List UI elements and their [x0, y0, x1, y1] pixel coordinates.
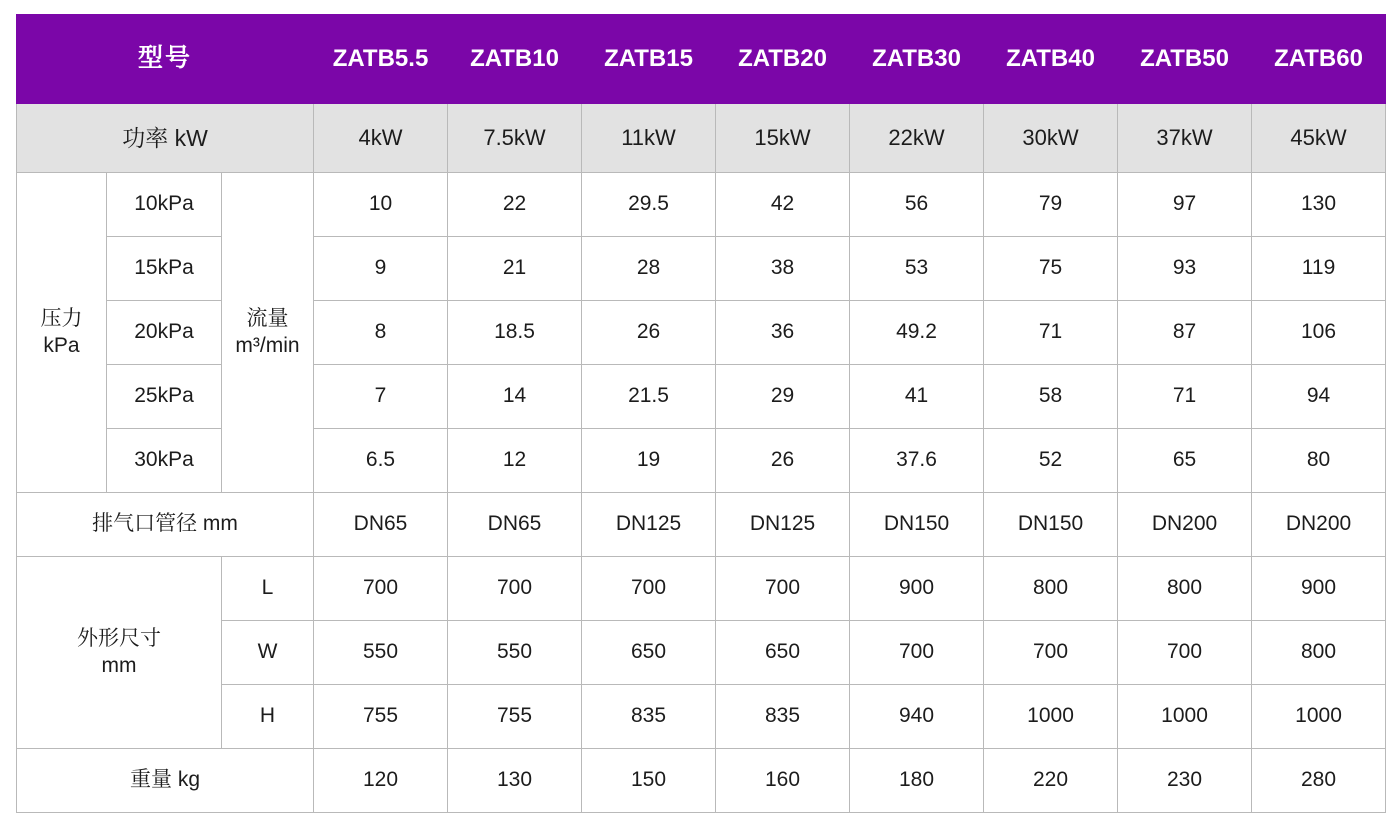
dimension-row-label-2: H: [222, 685, 314, 749]
specification-table: [16, 14, 1386, 813]
pressure-0-value-5: 79: [984, 173, 1118, 237]
pressure-label-line2: kPa: [43, 333, 80, 357]
power-row: [17, 104, 1386, 173]
dimension-0-value-6: 800: [1118, 557, 1252, 621]
dimension-2-value-6: 1000: [1118, 685, 1252, 749]
pressure-3-value-1: 14: [448, 365, 582, 429]
dimension-0-value-7: 900: [1252, 557, 1386, 621]
dimensions-label-line1: 外形尺寸: [77, 627, 161, 651]
dimension-row-label-1: W: [222, 621, 314, 685]
pressure-2-value-1: 18.5: [448, 301, 582, 365]
weight-value-5: 220: [984, 749, 1118, 813]
outlet-value-6: DN200: [1118, 493, 1252, 557]
outlet-value-5: DN150: [984, 493, 1118, 557]
dimension-0-value-2: 700: [582, 557, 716, 621]
pressure-0-value-4: 56: [850, 173, 984, 237]
pressure-4-value-7: 80: [1252, 429, 1386, 493]
flow-label-line2: m³/min: [235, 333, 300, 357]
dimensions-group-label: [17, 557, 222, 749]
pressure-4-value-2: 19: [582, 429, 716, 493]
dimension-2-value-5: 1000: [984, 685, 1118, 749]
outlet-label: 排气口管径 mm: [17, 493, 314, 557]
pressure-2-value-2: 26: [582, 301, 716, 365]
header-model-1: ZATB10: [448, 15, 582, 104]
pressure-row-label-3: 25kPa: [107, 365, 222, 429]
dimension-row-l: [17, 557, 1386, 621]
dimension-2-value-7: 1000: [1252, 685, 1386, 749]
outlet-value-7: DN200: [1252, 493, 1386, 557]
header-model-3: ZATB20: [716, 15, 850, 104]
pressure-4-value-4: 37.6: [850, 429, 984, 493]
dimension-0-value-0: 700: [314, 557, 448, 621]
dimension-2-value-3: 835: [716, 685, 850, 749]
power-value-4: 22kW: [850, 104, 984, 173]
weight-row: [17, 749, 1386, 813]
pressure-row-label-1: 15kPa: [107, 237, 222, 301]
dimension-row-label-0: L: [222, 557, 314, 621]
dimension-2-value-1: 755: [448, 685, 582, 749]
outlet-value-4: DN150: [850, 493, 984, 557]
pressure-3-value-4: 41: [850, 365, 984, 429]
pressure-row-label-0: 10kPa: [107, 173, 222, 237]
dimension-1-value-1: 550: [448, 621, 582, 685]
outlet-value-3: DN125: [716, 493, 850, 557]
weight-value-4: 180: [850, 749, 984, 813]
dimension-1-value-6: 700: [1118, 621, 1252, 685]
pressure-2-value-4: 49.2: [850, 301, 984, 365]
dimension-0-value-5: 800: [984, 557, 1118, 621]
dimension-1-value-0: 550: [314, 621, 448, 685]
pressure-4-value-3: 26: [716, 429, 850, 493]
pressure-3-value-3: 29: [716, 365, 850, 429]
dimension-row-w: [17, 621, 1386, 685]
power-value-6: 37kW: [1118, 104, 1252, 173]
pressure-1-value-2: 28: [582, 237, 716, 301]
pressure-0-value-3: 42: [716, 173, 850, 237]
dimension-1-value-2: 650: [582, 621, 716, 685]
power-value-0: 4kW: [314, 104, 448, 173]
pressure-3-value-0: 7: [314, 365, 448, 429]
dimensions-label-line2: mm: [101, 653, 137, 677]
dimension-1-value-4: 700: [850, 621, 984, 685]
pressure-1-value-0: 9: [314, 237, 448, 301]
outlet-value-2: DN125: [582, 493, 716, 557]
pressure-1-value-3: 38: [716, 237, 850, 301]
header-model-5: ZATB40: [984, 15, 1118, 104]
flow-group-label: [222, 173, 314, 493]
pressure-0-value-1: 22: [448, 173, 582, 237]
pressure-2-value-0: 8: [314, 301, 448, 365]
header-model-4: ZATB30: [850, 15, 984, 104]
pressure-3-value-2: 21.5: [582, 365, 716, 429]
power-label: 功率 kW: [17, 104, 314, 173]
dimension-1-value-5: 700: [984, 621, 1118, 685]
pressure-row-label-2: 20kPa: [107, 301, 222, 365]
dimension-0-value-1: 700: [448, 557, 582, 621]
pressure-4-value-5: 52: [984, 429, 1118, 493]
header-model-2: ZATB15: [582, 15, 716, 104]
outlet-value-0: DN65: [314, 493, 448, 557]
weight-value-0: 120: [314, 749, 448, 813]
dimension-1-value-7: 800: [1252, 621, 1386, 685]
outlet-value-1: DN65: [448, 493, 582, 557]
dimension-1-value-3: 650: [716, 621, 850, 685]
pressure-3-value-7: 94: [1252, 365, 1386, 429]
power-value-3: 15kW: [716, 104, 850, 173]
dimension-2-value-2: 835: [582, 685, 716, 749]
dimension-row-h: [17, 685, 1386, 749]
pressure-1-value-4: 53: [850, 237, 984, 301]
pressure-0-value-2: 29.5: [582, 173, 716, 237]
pressure-1-value-6: 93: [1118, 237, 1252, 301]
weight-value-1: 130: [448, 749, 582, 813]
pressure-label-line1: 压力: [40, 307, 83, 331]
weight-value-6: 230: [1118, 749, 1252, 813]
power-value-1: 7.5kW: [448, 104, 582, 173]
pressure-2-value-7: 106: [1252, 301, 1386, 365]
power-value-5: 30kW: [984, 104, 1118, 173]
flow-label-line1: 流量: [246, 307, 289, 331]
header-model-6: ZATB50: [1118, 15, 1252, 104]
table-header-row: [17, 15, 1386, 104]
power-value-7: 45kW: [1252, 104, 1386, 173]
weight-value-7: 280: [1252, 749, 1386, 813]
header-model-7: ZATB60: [1252, 15, 1386, 104]
dimension-2-value-0: 755: [314, 685, 448, 749]
weight-value-2: 150: [582, 749, 716, 813]
header-model-0: ZATB5.5: [314, 15, 448, 104]
pressure-4-value-6: 65: [1118, 429, 1252, 493]
pressure-3-value-6: 71: [1118, 365, 1252, 429]
pressure-1-value-1: 21: [448, 237, 582, 301]
pressure-0-value-7: 130: [1252, 173, 1386, 237]
pressure-3-value-5: 58: [984, 365, 1118, 429]
weight-value-3: 160: [716, 749, 850, 813]
pressure-row-label-4: 30kPa: [107, 429, 222, 493]
dimension-0-value-4: 900: [850, 557, 984, 621]
dimension-2-value-4: 940: [850, 685, 984, 749]
header-model-label: 型号: [17, 15, 314, 104]
pressure-4-value-0: 6.5: [314, 429, 448, 493]
pressure-row-10kpa: [17, 173, 1386, 237]
pressure-2-value-5: 71: [984, 301, 1118, 365]
pressure-4-value-1: 12: [448, 429, 582, 493]
pressure-0-value-6: 97: [1118, 173, 1252, 237]
dimension-0-value-3: 700: [716, 557, 850, 621]
weight-label: 重量 kg: [17, 749, 314, 813]
outlet-diameter-row: [17, 493, 1386, 557]
power-value-2: 11kW: [582, 104, 716, 173]
pressure-2-value-6: 87: [1118, 301, 1252, 365]
pressure-1-value-5: 75: [984, 237, 1118, 301]
pressure-0-value-0: 10: [314, 173, 448, 237]
pressure-2-value-3: 36: [716, 301, 850, 365]
pressure-group-label: [17, 173, 107, 493]
pressure-1-value-7: 119: [1252, 237, 1386, 301]
